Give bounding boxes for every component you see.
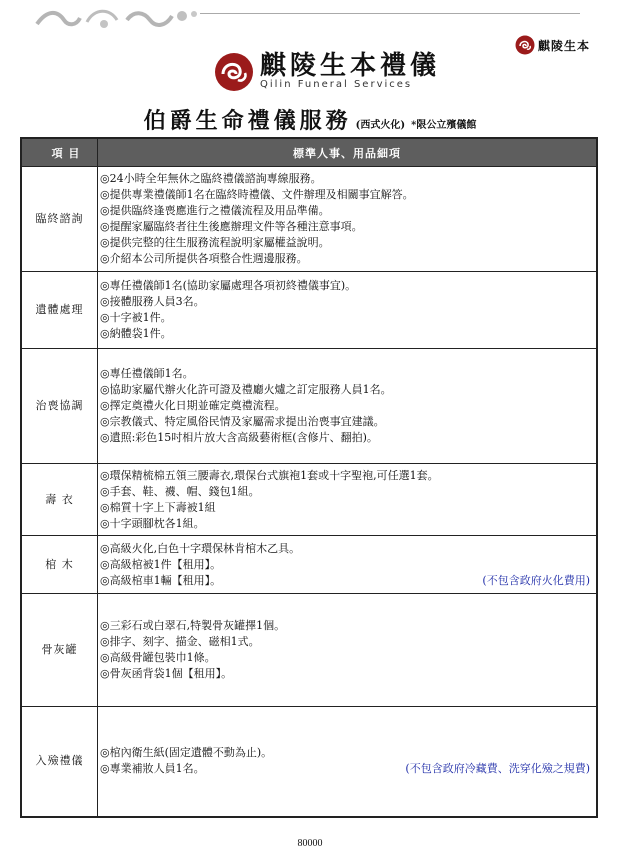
list-item: ◎棺內衛生紙(固定遺體不動為止)。 bbox=[100, 746, 273, 760]
row-label: 治喪協調 bbox=[21, 349, 98, 464]
list-item: ◎高級火化,白色十字環保林肯棺木乙具。 bbox=[100, 541, 301, 555]
list-item: ◎三彩石或白翠石,特製骨灰罐擇1個。 bbox=[100, 619, 286, 632]
row-content bbox=[98, 167, 598, 272]
table-row bbox=[21, 464, 597, 536]
package-price: 80000 bbox=[297, 838, 323, 849]
row-content bbox=[98, 464, 598, 536]
corner-logo bbox=[515, 35, 590, 55]
qilin-logo-icon bbox=[515, 35, 535, 55]
list-item: ◎擇定奠禮火化日期並確定奠禮流程。 bbox=[100, 399, 286, 412]
header-rule bbox=[200, 13, 580, 14]
column-header-details: 標準人事、用品細項 bbox=[98, 138, 598, 167]
list-item: ◎24小時全年無休之臨終禮儀諮詢專線服務。 bbox=[100, 172, 322, 185]
table-row bbox=[21, 536, 597, 594]
page-title-row bbox=[0, 104, 620, 135]
qilin-logo-icon bbox=[214, 52, 254, 92]
page-title: 伯爵生命禮儀服務 bbox=[143, 108, 352, 134]
list-item: ◎專業補妝人員1名。 bbox=[100, 762, 205, 776]
list-item: ◎協助家屬代辦火化許可證及禮廳火爐之訂定服務人員1名。 bbox=[100, 383, 392, 396]
list-item: ◎提醒家屬臨終者往生後應辦理文件等各種注意事項。 bbox=[100, 220, 363, 233]
table-row bbox=[21, 167, 597, 272]
list-item: ◎接體服務人員3名。 bbox=[100, 295, 205, 308]
list-item: ◎提供臨終逢喪應進行之禮儀流程及用品準備。 bbox=[100, 204, 330, 217]
row-content bbox=[98, 272, 598, 349]
list-item: ◎遺照:彩色15吋相片放大含高級藝術框(含修片、翻拍)。 bbox=[100, 431, 378, 444]
row-content bbox=[98, 594, 598, 707]
list-item: ◎高級棺被1件【租用】。 bbox=[100, 557, 222, 571]
list-item: ◎提供完整的往生服務流程說明家屬權益說明。 bbox=[100, 236, 330, 249]
row-label: 壽 衣 bbox=[21, 464, 98, 536]
list-item: ◎骨灰函背袋1個【租用】。 bbox=[100, 667, 233, 680]
list-item: ◎專任禮儀師1名(協助家屬處理各項初終禮儀事宜)。 bbox=[100, 279, 357, 292]
list-item: ◎宗教儀式、特定風俗民情及家屬需求提出治喪事宜建議。 bbox=[100, 415, 385, 428]
title-restriction: *限公立殯儀館 bbox=[411, 120, 477, 131]
list-item: ◎手套、鞋、襪、帽、錢包1組。 bbox=[100, 484, 260, 498]
row-content bbox=[98, 536, 598, 594]
table-header-row bbox=[21, 138, 597, 167]
list-item-with-note bbox=[100, 573, 590, 589]
brand-block bbox=[214, 52, 440, 92]
list-item: ◎棉質十字上下壽被1組 bbox=[100, 500, 216, 514]
row-content bbox=[98, 707, 598, 817]
service-table bbox=[20, 137, 598, 818]
row-label: 臨終諮詢 bbox=[21, 167, 98, 272]
list-item: ◎排字、刻字、描金、磁相1式。 bbox=[100, 635, 260, 648]
list-item: ◎十字被1件。 bbox=[100, 311, 172, 324]
column-header-item: 項 目 bbox=[21, 138, 98, 167]
floral-ornament-icon bbox=[32, 2, 202, 32]
row-label: 棺 木 bbox=[21, 536, 98, 594]
list-item: ◎提供專業禮儀師1名在臨終時禮儀、文件辦理及相關事宜解答。 bbox=[100, 188, 414, 201]
exclusion-note: (不包含政府冷藏費、洗穿化殮之規費) bbox=[405, 762, 590, 776]
list-item: ◎十字頭腳枕各1組。 bbox=[100, 516, 205, 530]
table-row bbox=[21, 349, 597, 464]
list-item: ◎環保精梳棉五領三腰壽衣,環保台式旗袍1套或十字聖袍,可任選1套。 bbox=[100, 468, 439, 482]
list-item: ◎高級骨罐包裝巾1條。 bbox=[100, 651, 216, 664]
list-item: ◎介紹本公司所提供各項整合性週邊服務。 bbox=[100, 252, 308, 265]
list-item: ◎納體袋1件。 bbox=[100, 327, 172, 340]
corner-brand-name: 麒陵生本 bbox=[537, 38, 590, 53]
row-label: 骨灰罐 bbox=[21, 594, 98, 707]
row-content bbox=[98, 349, 598, 464]
list-item: ◎專任禮儀師1名。 bbox=[100, 367, 194, 380]
brand-name: 麒陵生本禮儀 bbox=[260, 51, 441, 81]
table-row bbox=[21, 272, 597, 349]
brand-english-name: Qilin Funeral Services bbox=[260, 79, 413, 90]
row-label: 遺體處理 bbox=[21, 272, 98, 349]
table-row bbox=[21, 707, 597, 817]
list-item-with-note bbox=[100, 761, 590, 777]
title-note: (西式火化) bbox=[355, 120, 406, 131]
table-row bbox=[21, 594, 597, 707]
list-item: ◎高級棺車1輛【租用】。 bbox=[100, 573, 222, 587]
row-label: 入殮禮儀 bbox=[21, 707, 98, 817]
exclusion-note: (不包含政府火化費用) bbox=[482, 573, 590, 587]
